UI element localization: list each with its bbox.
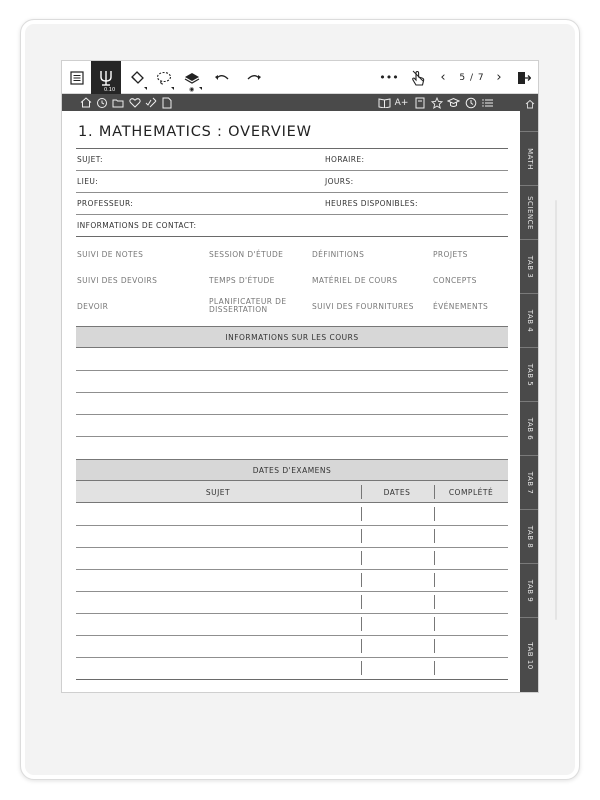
- cell-divider: [361, 595, 362, 609]
- divider: [76, 170, 508, 171]
- cell-divider: [434, 573, 435, 587]
- side-home-icon[interactable]: [520, 94, 539, 114]
- field-horaire[interactable]: HORAIRE:: [325, 155, 365, 164]
- exit-icon[interactable]: [512, 61, 536, 94]
- tab-10[interactable]: TAB 10: [520, 617, 539, 693]
- prev-page-icon[interactable]: ‹: [440, 70, 446, 85]
- divider: [76, 214, 508, 215]
- screen: [61, 60, 539, 693]
- text-size-icon[interactable]: A+: [394, 97, 409, 108]
- folder-icon[interactable]: [111, 96, 124, 109]
- link-concepts[interactable]: CONCEPTS: [433, 276, 477, 285]
- nav-bar: [62, 94, 520, 111]
- tab-science[interactable]: SCIENCE: [520, 185, 539, 239]
- link-materiel-cours[interactable]: MATÉRIEL DE COURS: [312, 276, 398, 285]
- notebook-icon[interactable]: [413, 96, 426, 109]
- pen-tool-button[interactable]: [91, 61, 121, 94]
- graduation-cap-icon[interactable]: [447, 96, 460, 109]
- field-professeur[interactable]: PROFESSEUR:: [77, 199, 134, 208]
- list-icon[interactable]: [481, 96, 494, 109]
- table-row[interactable]: [76, 525, 508, 547]
- link-evenements[interactable]: ÉVÉNEMENTS: [433, 302, 489, 311]
- toolbar: [62, 61, 539, 94]
- course-info-header: INFORMATIONS SUR LES COURS: [76, 326, 508, 348]
- eye-icon: ◉: [189, 86, 195, 93]
- star-icon[interactable]: [430, 96, 443, 109]
- divider: [76, 192, 508, 193]
- tab-6[interactable]: TAB 6: [520, 401, 539, 455]
- table-row[interactable]: [76, 503, 508, 525]
- col-divider: [434, 485, 435, 499]
- cell-divider: [434, 551, 435, 565]
- link-session-etude[interactable]: SESSION D'ÉTUDE: [209, 250, 284, 259]
- field-sujet[interactable]: SUJET:: [77, 155, 103, 164]
- link-projets[interactable]: PROJETS: [433, 250, 468, 259]
- cell-divider: [434, 661, 435, 675]
- link-planificateur[interactable]: PLANIFICATEUR DE DISSERTATION: [209, 297, 287, 314]
- table-row[interactable]: [76, 613, 508, 635]
- home-icon[interactable]: [79, 96, 92, 109]
- side-tabs: [520, 94, 539, 693]
- table-row[interactable]: [76, 591, 508, 613]
- scrollbar[interactable]: [555, 200, 557, 620]
- touch-gesture-icon[interactable]: [405, 61, 431, 94]
- next-page-icon[interactable]: ›: [496, 70, 502, 85]
- tab-7[interactable]: TAB 7: [520, 455, 539, 509]
- menu-icon[interactable]: [64, 61, 90, 94]
- field-contact[interactable]: INFORMATIONS DE CONTACT:: [77, 221, 197, 230]
- lasso-icon[interactable]: [151, 61, 177, 94]
- undo-icon[interactable]: [210, 61, 234, 94]
- writing-line: [76, 436, 508, 437]
- heart-icon[interactable]: [128, 96, 141, 109]
- checklist-icon[interactable]: [144, 96, 157, 109]
- link-definitions[interactable]: DÉFINITIONS: [312, 250, 365, 259]
- tab-4[interactable]: TAB 4: [520, 293, 539, 347]
- table-row[interactable]: [76, 635, 508, 657]
- col-complete: COMPLÉTÉ: [448, 488, 494, 497]
- cell-divider: [361, 573, 362, 587]
- link-suivi-devoirs[interactable]: SUIVI DES DEVOIRS: [77, 276, 158, 285]
- cell-divider: [434, 617, 435, 631]
- calendar-refresh-icon[interactable]: [95, 96, 108, 109]
- tab-3[interactable]: TAB 3: [520, 239, 539, 293]
- tab-math[interactable]: MATH: [520, 131, 539, 185]
- link-temps-etude[interactable]: TEMPS D'ÉTUDE: [209, 276, 275, 285]
- field-jours[interactable]: JOURS:: [325, 177, 354, 186]
- pen-size-label: 0.10: [104, 87, 116, 93]
- row-line: [76, 679, 508, 680]
- redo-icon[interactable]: [242, 61, 266, 94]
- cell-divider: [361, 661, 362, 675]
- cell-divider: [361, 507, 362, 521]
- layers-icon[interactable]: [179, 61, 205, 94]
- cell-divider: [434, 595, 435, 609]
- divider: [76, 236, 508, 237]
- page-title: 1. MATHEMATICS : OVERVIEW: [78, 124, 312, 140]
- col-divider: [361, 485, 362, 499]
- link-suivi-notes[interactable]: SUIVI DE NOTES: [77, 250, 144, 259]
- table-row[interactable]: [76, 569, 508, 591]
- field-lieu[interactable]: LIEU:: [77, 177, 99, 186]
- col-dates: DATES: [383, 488, 411, 497]
- cell-divider: [361, 617, 362, 631]
- table-row[interactable]: [76, 657, 508, 679]
- link-fournitures[interactable]: SUIVI DES FOURNITURES: [312, 302, 414, 311]
- pen-icon: [99, 70, 113, 86]
- exam-dates-header: DATES D'EXAMENS: [76, 459, 508, 481]
- document-icon[interactable]: [160, 96, 173, 109]
- cell-divider: [434, 529, 435, 543]
- tab-9[interactable]: TAB 9: [520, 563, 539, 617]
- more-options-icon[interactable]: •••: [379, 71, 399, 84]
- page-indicator: 5 / 7: [459, 72, 485, 83]
- cell-divider: [434, 507, 435, 521]
- tab-8[interactable]: TAB 8: [520, 509, 539, 563]
- eraser-icon[interactable]: [124, 61, 150, 94]
- cell-divider: [361, 551, 362, 565]
- col-sujet: SUJET: [205, 488, 231, 497]
- tab-5[interactable]: TAB 5: [520, 347, 539, 401]
- writing-line: [76, 414, 508, 415]
- writing-line: [76, 370, 508, 371]
- field-heures[interactable]: HEURES DISPONIBLES:: [325, 199, 418, 208]
- link-devoir[interactable]: DEVOIR: [77, 302, 109, 311]
- divider: [76, 148, 508, 149]
- cell-divider: [434, 639, 435, 653]
- book-icon[interactable]: [378, 96, 391, 109]
- table-row[interactable]: [76, 547, 508, 569]
- cell-divider: [361, 639, 362, 653]
- clock-icon[interactable]: [464, 96, 477, 109]
- writing-line: [76, 392, 508, 393]
- cell-divider: [361, 529, 362, 543]
